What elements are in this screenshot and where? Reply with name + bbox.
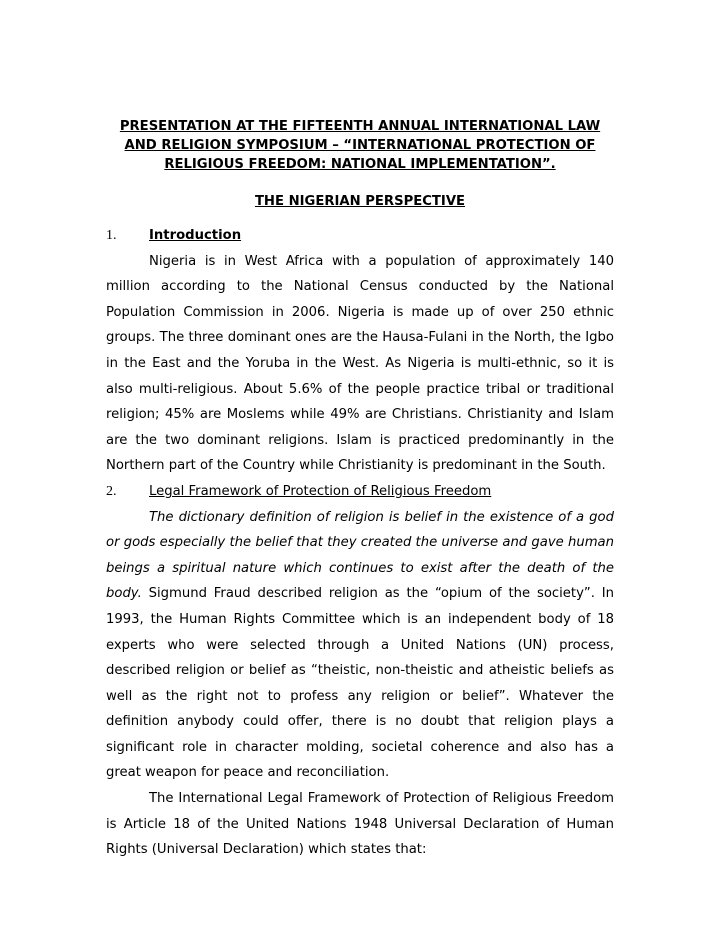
document-title — [106, 117, 614, 174]
section-2-paragraph-1 — [106, 505, 614, 787]
section-1-heading — [106, 223, 614, 249]
section-2-paragraph-2: The International Legal Framework of Protection of Religious Freedom is Article 18 of the United Nations 1948 Universal Declaration of Human Rights (Universal Declaration) which states that: — [106, 791, 614, 858]
document-subtitle: THE NIGERIAN PERSPECTIVE — [254, 194, 466, 209]
title-line-3: RELIGIOUS FREEDOM: NATIONAL IMPLEMENTATION”. — [164, 157, 556, 172]
section-1-title: Introduction — [149, 228, 242, 243]
section-1-number: 1. — [106, 228, 117, 243]
religion-definition-text: The dictionary definition of religion is belief in the existence of a god or gods especially the belief that they created the universe and gave human beings a spiritual nature which continues to exist after the death of the body. — [106, 509, 614, 602]
section-2-number: 2. — [106, 483, 117, 499]
section-1-paragraph: Nigeria is in West Africa with a population of approximately 140 million according to the National Census conducted by the National Population Commission in 2006. Nigeria is made up of over 250 ethnic groups. The three dominant ones are the Hausa-Fulani in the North, the Igbo in the East and the Yoruba in the West. As Nigeria is multi-ethnic, so it is also multi-religious. About 5.6% of the people practice tribal or traditional religion; 45% are Moslems while 49% are Christians. Christianity and Islam are the two dominant religions. Islam is practiced predominantly in the Northern part of the Country while Christianity is predominant in the South. — [106, 253, 614, 474]
religion-discussion-text: Sigmund Fraud described religion as the “opium of the society”. In 1993, the Human Rights Committee which is an independent body of 18 experts who were selected through a United Nations (UN) process, described religion or belief as “theistic, non-theistic and atheistic beliefs as well as the right not to profess any religion or belief”. Whatever the definition anybody could offer, there is no doubt that religion plays a significant role in character molding, societal coherence and also has a great weapon for peace and reconciliation. — [106, 586, 614, 781]
section-2-heading — [106, 479, 614, 505]
document-page — [106, 117, 614, 863]
section-2-title: Legal Framework of Protection of Religious Freedom — [149, 483, 492, 499]
title-line-1: PRESENTATION AT THE FIFTEENTH ANNUAL INTERNATIONAL LAW — [119, 119, 601, 134]
title-line-2: AND RELIGION SYMPOSIUM – “INTERNATIONAL PROTECTION OF — [124, 138, 596, 153]
